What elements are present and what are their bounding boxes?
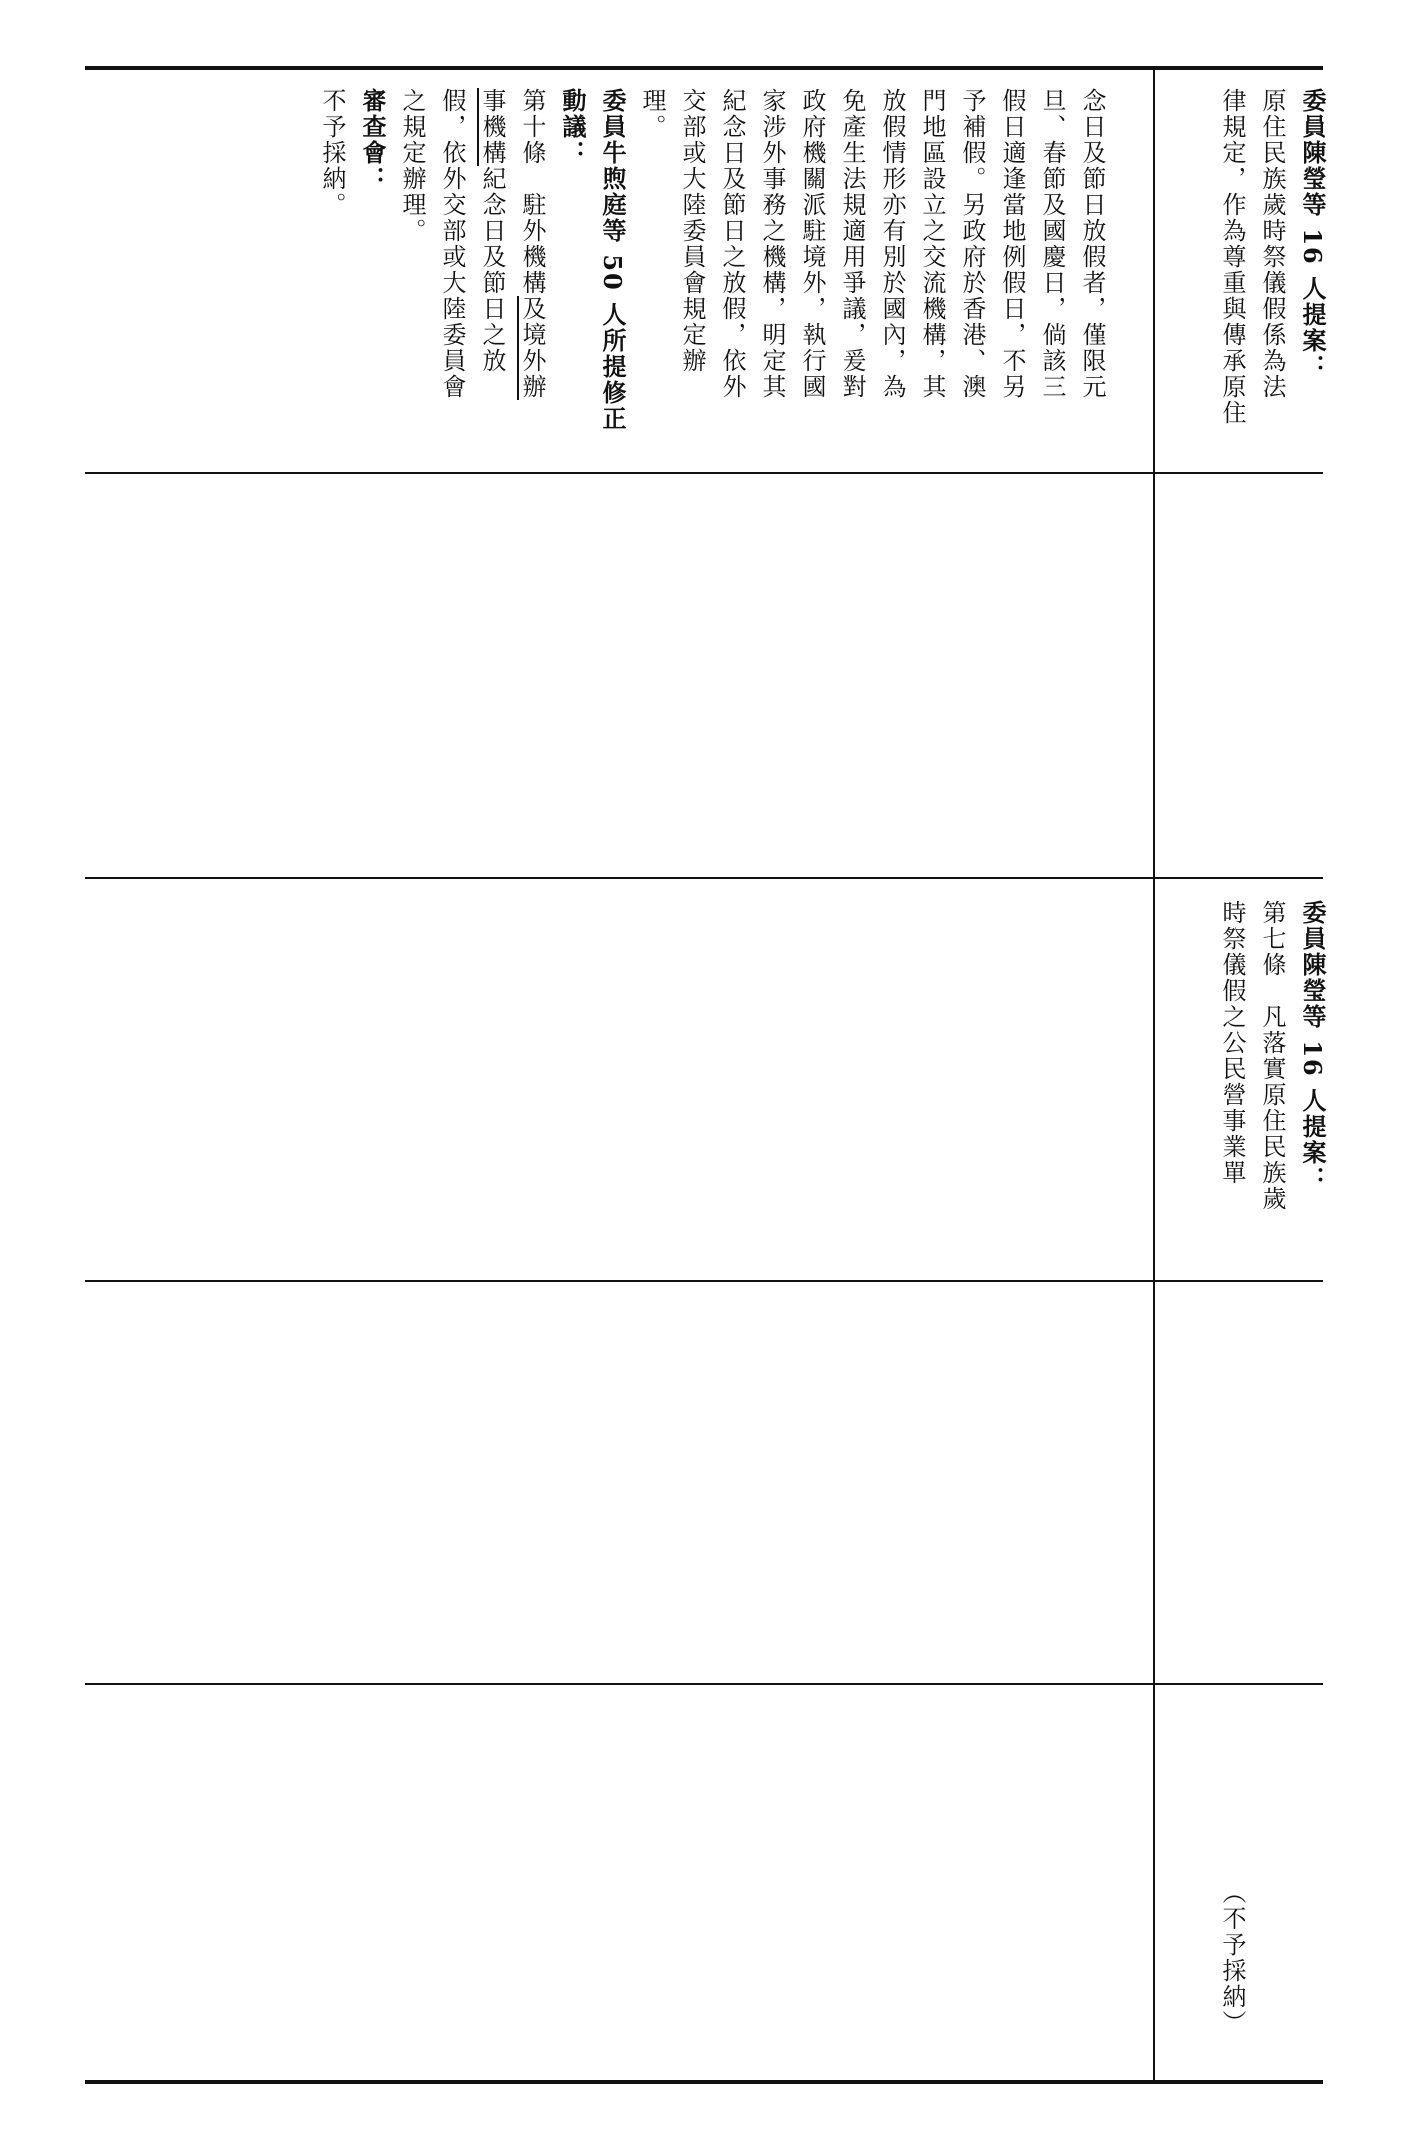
block-a-line: 門地區設立之交流機構，其 <box>918 88 946 400</box>
article-text: 駐外機構 <box>518 192 546 296</box>
motion-title: 委員牛煦庭等 50 人所提修正 <box>598 88 627 433</box>
block-a-text <box>72 88 1112 468</box>
review-text: 不予採納。 <box>318 88 346 218</box>
article-insert: 事機構 <box>478 88 506 166</box>
column-divider-3 <box>85 1280 1323 1282</box>
column-divider-2 <box>85 877 1323 879</box>
block-a-line: 家涉外事務之機構，明定其 <box>758 88 786 400</box>
block-b-line: 律規定，作為尊重與傳承原住 <box>1218 88 1246 426</box>
article-7-line-1 <box>1252 900 1292 1270</box>
article-10-line-1 <box>512 88 552 468</box>
article-text: 凡落實原住民族歲 <box>1258 1004 1286 1212</box>
article-7-line-2: 時祭儀假之公民營事業單 <box>1218 900 1246 1186</box>
article-10-line-3: 假，依外交部或大陸委員會 <box>438 88 466 400</box>
block-a-line: 放假情形亦有別於國內，為 <box>878 88 906 400</box>
column-divider-1 <box>85 472 1323 474</box>
block-c-text <box>1162 900 1332 1270</box>
block-d-text <box>1192 1880 1252 2080</box>
block-a-line: 政府機關派駐境外，執行國 <box>798 88 826 400</box>
block-a-line: 旦、春節及國慶日，倘該三 <box>1038 88 1066 400</box>
article-text: 紀念日及節日之放 <box>478 166 506 374</box>
proposal-title: 委員陳瑩等 16 人提案： <box>1298 900 1327 1193</box>
column-divider-4 <box>85 1683 1323 1685</box>
review-label: 審查會： <box>358 88 387 192</box>
block-a-line: 免產生法規適用爭議，爰對 <box>838 88 866 400</box>
block-a-line: 交部或大陸委員會規定辦 <box>678 88 706 374</box>
article-10-line-4: 之規定辦理。 <box>398 88 426 244</box>
block-b-text <box>1162 88 1332 468</box>
block-a-line: 假日適逢當地例假日，不另 <box>998 88 1026 400</box>
block-a-line: 予補假。另政府於香港、澳 <box>958 88 986 400</box>
row-divider <box>1153 68 1155 2082</box>
block-b-line: 原住民族歲時祭儀假係為法 <box>1258 88 1286 400</box>
status-text: （不予採納） <box>1218 1880 1246 2036</box>
article-label: 第七條 <box>1258 900 1286 978</box>
article-insert: 及境外辦 <box>518 296 546 400</box>
article-label: 第十條 <box>518 88 546 166</box>
article-10-line-2 <box>472 88 512 468</box>
block-a-line: 紀念日及節日之放假，依外 <box>718 88 746 400</box>
motion-title-cont: 動議： <box>558 88 587 166</box>
block-a-line: 理。 <box>638 88 666 140</box>
table-bottom-border <box>85 2080 1323 2084</box>
block-a-line: 念日及節日放假者，僅限元 <box>1078 88 1106 400</box>
table-top-border <box>85 66 1323 70</box>
proposal-title: 委員陳瑩等 16 人提案： <box>1298 88 1327 381</box>
